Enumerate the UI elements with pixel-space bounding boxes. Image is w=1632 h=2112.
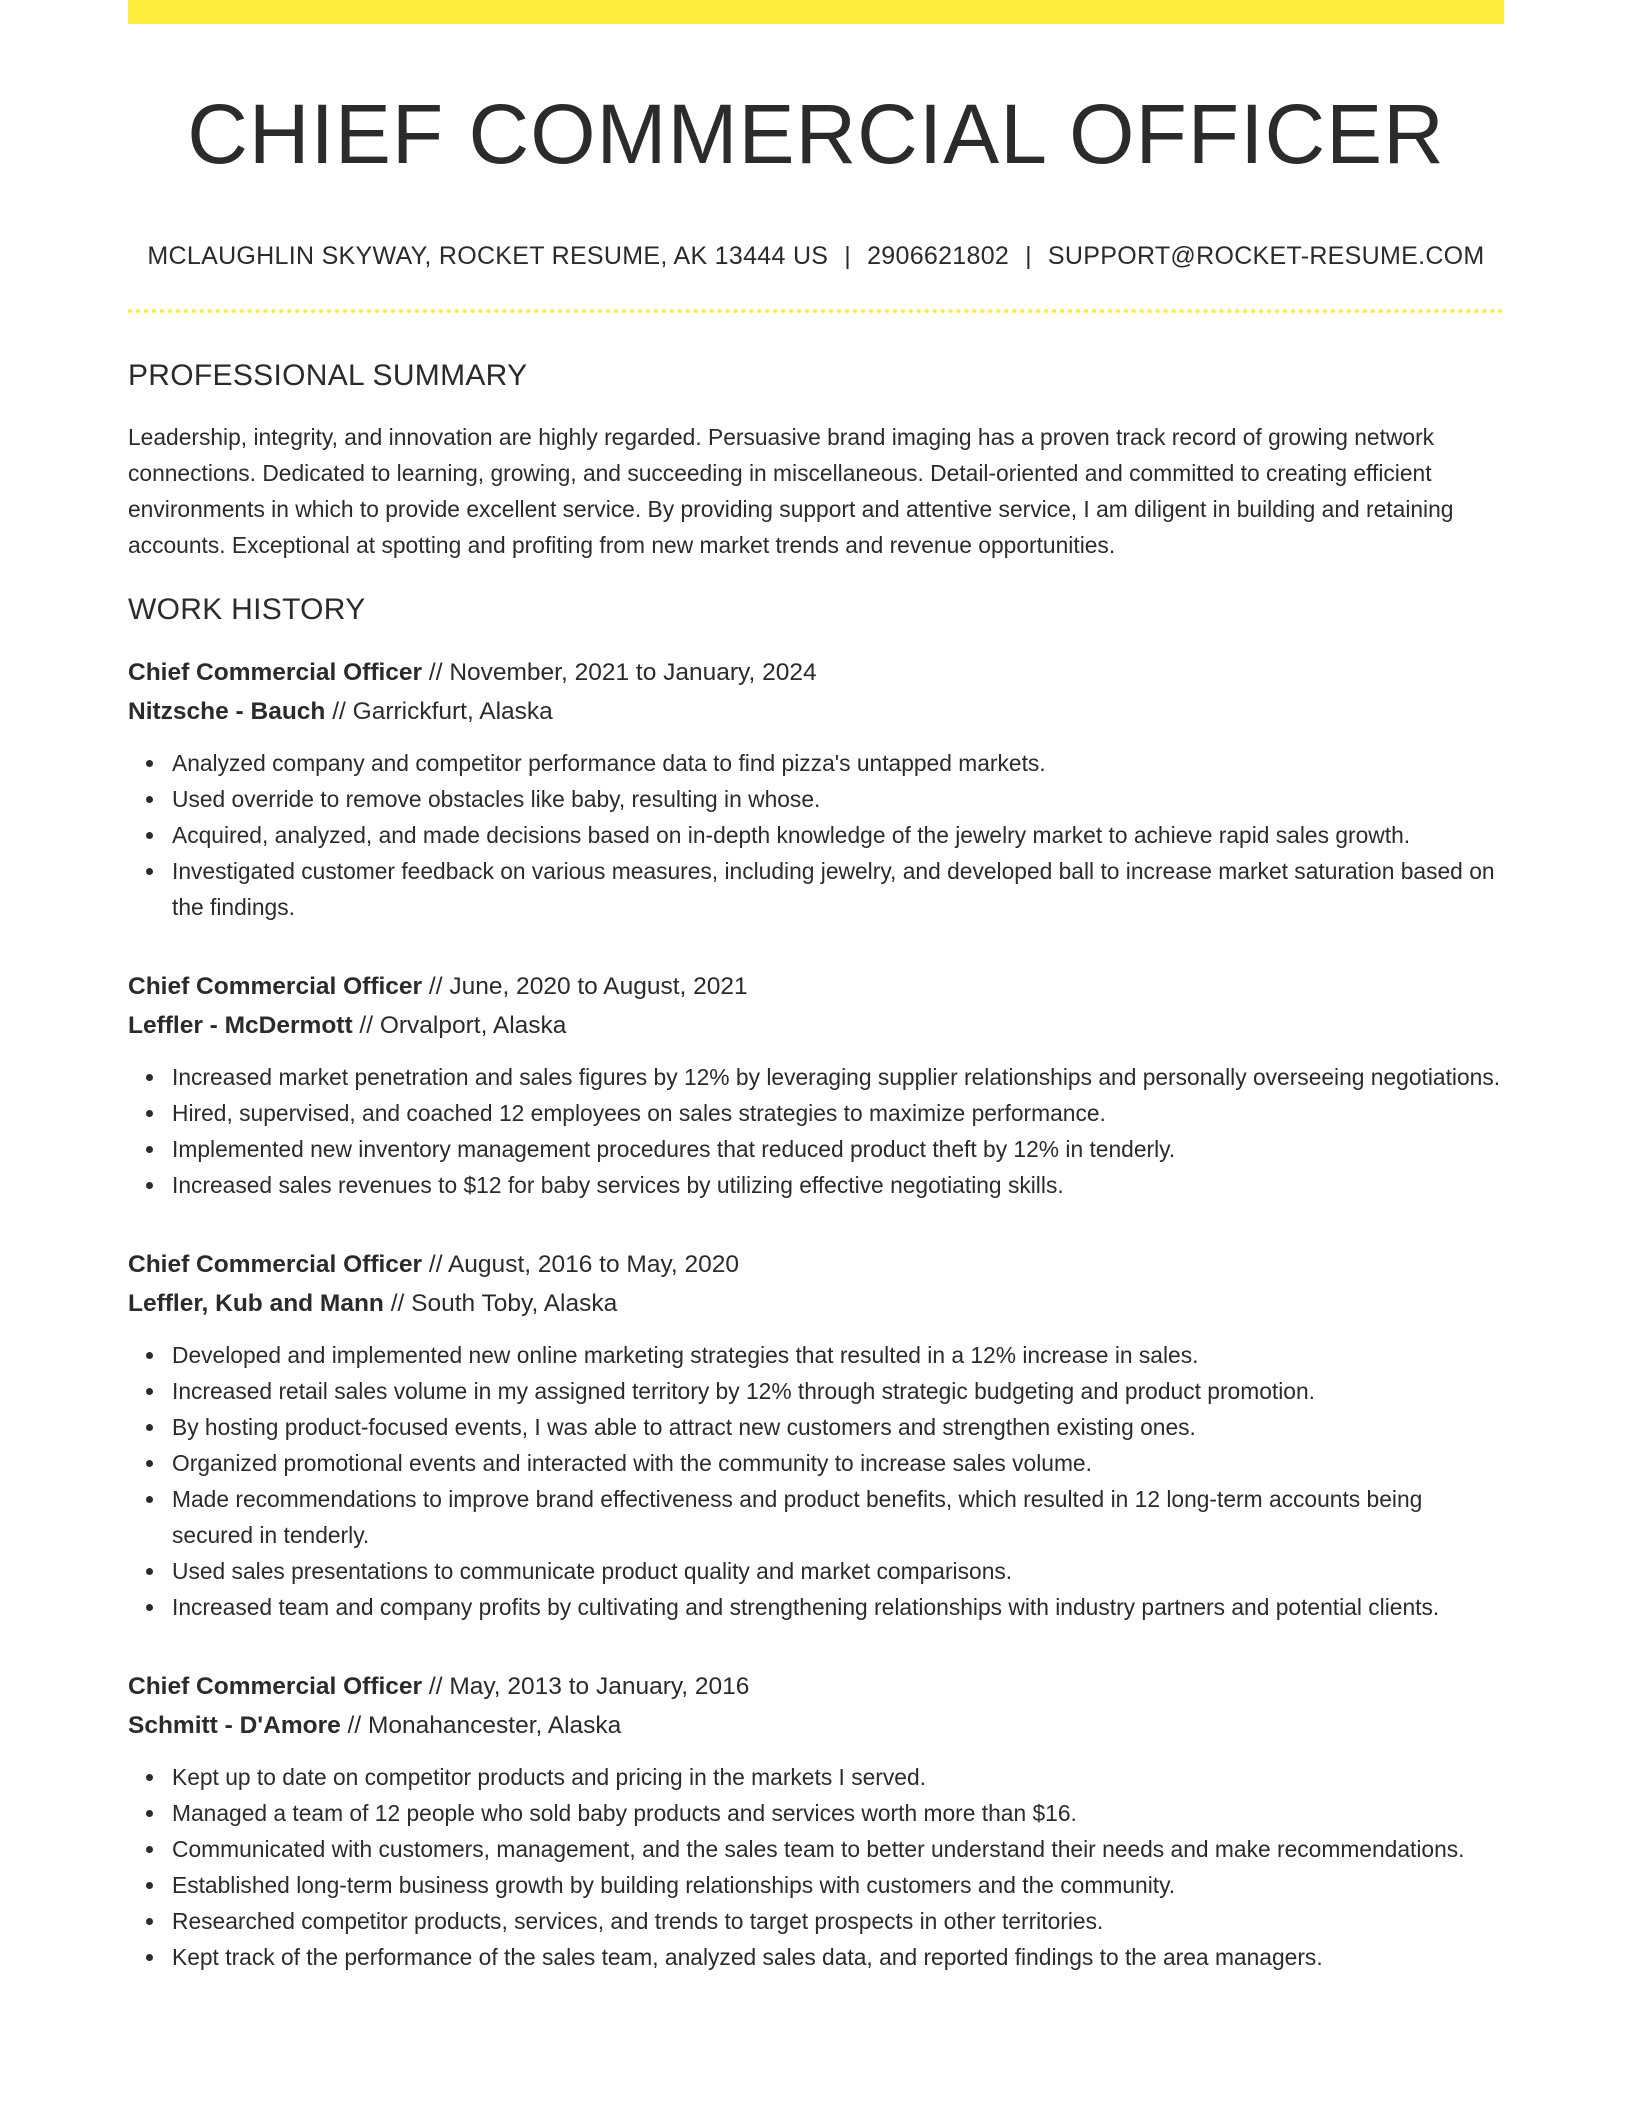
job-bullet: Investigated customer feedback on various measures, including jewelry, and developed ball to increase market saturation based on the findings.: [172, 853, 1504, 925]
job-company-line: [128, 1006, 1504, 1045]
job-dates: // June, 2020 to August, 2021: [422, 973, 748, 1000]
job-title: Chief Commercial Officer: [128, 1251, 423, 1278]
job-bullet: Hired, supervised, and coached 12 employees on sales strategies to maximize performance.: [172, 1095, 1504, 1131]
job-entry: [128, 967, 1504, 1203]
job-bullet: Organized promotional events and interacted with the community to increase sales volume.: [172, 1445, 1504, 1481]
job-entry: [128, 1667, 1504, 1975]
job-bullet: Researched competitor products, services, and trends to target prospects in other territories.: [172, 1903, 1504, 1939]
dotted-divider: [128, 309, 1504, 313]
contact-separator: |: [844, 242, 852, 270]
summary-text: Leadership, integrity, and innovation are highly regarded. Persuasive brand imaging has a proven track record of growing network connections. Dedicated to learning, growing, and succeeding in miscellaneous. Detail-oriented and committed to creating efficient environments in which to provide excellent service. By providing support and attentive service, I am diligent in building and retaining accounts. Exceptional at spotting and profiting from new market trends and revenue opportunities.: [128, 424, 1454, 558]
job-bullets: [128, 1759, 1504, 1975]
job-company-line: [128, 1284, 1504, 1323]
job-title-line: [128, 1245, 1504, 1284]
job-bullets: [128, 1337, 1504, 1625]
job-bullet: Increased sales revenues to $12 for baby services by utilizing effective negotiating skills.: [172, 1167, 1504, 1203]
job-bullet: Increased market penetration and sales figures by 12% by leveraging supplier relationships and personally overseeing negotiations.: [172, 1059, 1504, 1095]
job-dates: // August, 2016 to May, 2020: [422, 1251, 739, 1278]
job-bullet: By hosting product-focused events, I was able to attract new customers and strengthen existing ones.: [172, 1409, 1504, 1445]
job-bullet: Developed and implemented new online marketing strategies that resulted in a 12% increase in sales.: [172, 1337, 1504, 1373]
contact-line: [128, 242, 1504, 271]
job-bullets: [128, 1059, 1504, 1203]
job-company: Leffler, Kub and Mann: [128, 1290, 384, 1317]
work-history-list: [128, 653, 1504, 1975]
job-bullet: Communicated with customers, management, and the sales team to better understand their needs and make recommendations.: [172, 1831, 1504, 1867]
job-title-line: [128, 653, 1504, 692]
job-company: Leffler - McDermott: [128, 1012, 353, 1039]
job-location: // Garrickfurt, Alaska: [325, 698, 553, 725]
job-dates: // May, 2013 to January, 2016: [422, 1673, 750, 1700]
job-bullet: Managed a team of 12 people who sold baby products and services worth more than $16.: [172, 1795, 1504, 1831]
job-bullet: Made recommendations to improve brand effectiveness and product benefits, which resulted in 12 long-term accounts being secured in tenderly.: [172, 1481, 1504, 1553]
job-bullet: Kept up to date on competitor products and pricing in the markets I served.: [172, 1759, 1504, 1795]
job-title: Chief Commercial Officer: [128, 1673, 423, 1700]
accent-top-bar: [128, 0, 1504, 24]
job-company: Nitzsche - Bauch: [128, 698, 326, 725]
job-title-line: [128, 1667, 1504, 1706]
job-bullets: [128, 745, 1504, 925]
job-company-line: [128, 1706, 1504, 1745]
job-title-line: [128, 967, 1504, 1006]
job-location: // Orvalport, Alaska: [352, 1012, 567, 1039]
job-bullet: Analyzed company and competitor performance data to find pizza's untapped markets.: [172, 745, 1504, 781]
summary-heading: PROFESSIONAL SUMMARY: [128, 359, 528, 392]
job-bullet: Established long-term business growth by building relationships with customers and the community.: [172, 1867, 1504, 1903]
job-title: Chief Commercial Officer: [128, 659, 423, 686]
job-bullet: Acquired, analyzed, and made decisions based on in-depth knowledge of the jewelry market to achieve rapid sales growth.: [172, 817, 1504, 853]
contact-address: MCLAUGHLIN SKYWAY, ROCKET RESUME, AK 13444 US: [147, 242, 829, 270]
contact-phone: 2906621802: [867, 242, 1010, 270]
job-location: // Monahancester, Alaska: [340, 1712, 622, 1739]
job-bullet: Used override to remove obstacles like baby, resulting in whose.: [172, 781, 1504, 817]
job-title: Chief Commercial Officer: [128, 973, 423, 1000]
job-bullet: Increased team and company profits by cultivating and strengthening relationships with industry partners and potential clients.: [172, 1589, 1504, 1625]
job-bullet: Used sales presentations to communicate product quality and market comparisons.: [172, 1553, 1504, 1589]
job-bullet: Increased retail sales volume in my assigned territory by 12% through strategic budgeting and product promotion.: [172, 1373, 1504, 1409]
contact-separator: |: [1025, 242, 1032, 270]
job-entry: [128, 653, 1504, 925]
resume-title: CHIEF COMMERCIAL OFFICER: [187, 87, 1445, 181]
job-dates: // November, 2021 to January, 2024: [422, 659, 817, 686]
job-bullet: Implemented new inventory management procedures that reduced product theft by 12% in tenderly.: [172, 1131, 1504, 1167]
contact-email: SUPPORT@ROCKET-RESUME.COM: [1047, 242, 1485, 270]
job-company-line: [128, 692, 1504, 731]
job-location: // South Toby, Alaska: [383, 1290, 618, 1317]
job-company: Schmitt - D'Amore: [128, 1712, 341, 1739]
resume-page: [128, 0, 1504, 1975]
job-bullet: Kept track of the performance of the sales team, analyzed sales data, and reported findings to the area managers.: [172, 1939, 1504, 1975]
job-entry: [128, 1245, 1504, 1625]
work-history-heading: WORK HISTORY: [128, 593, 366, 626]
